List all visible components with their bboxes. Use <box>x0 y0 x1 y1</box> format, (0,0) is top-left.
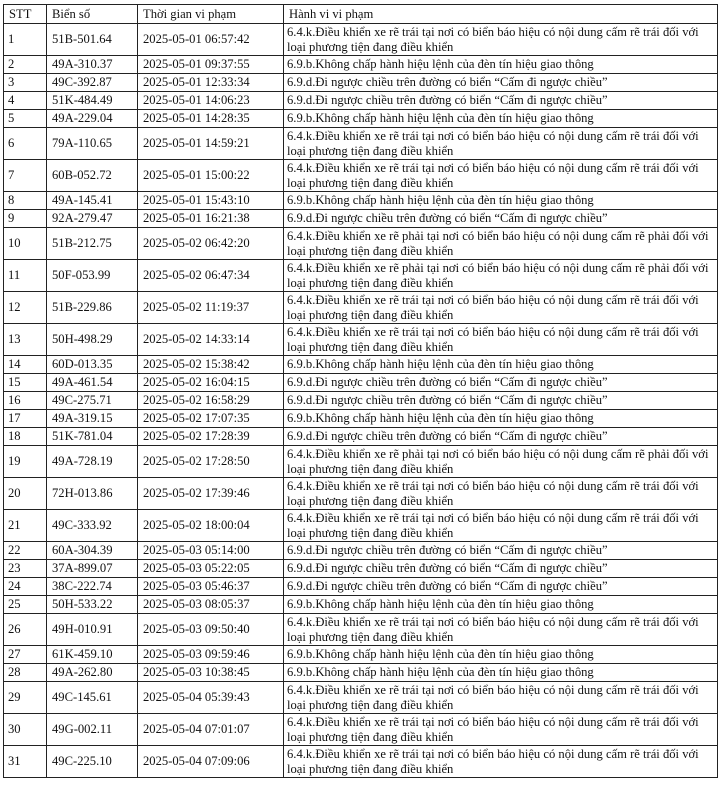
time-cell: 2025-05-01 14:06:23 <box>138 92 284 110</box>
plate-cell: 51B-229.86 <box>47 292 138 324</box>
time-cell: 2025-05-02 17:39:46 <box>138 478 284 510</box>
violation-cell: 6.9.b.Không chấp hành hiệu lệnh của đèn tín hiệu giao thông <box>284 664 718 682</box>
stt-cell: 26 <box>4 614 47 646</box>
violation-cell: 6.9.b.Không chấp hành hiệu lệnh của đèn tín hiệu giao thông <box>284 110 718 128</box>
table-row <box>4 260 718 292</box>
time-cell: 2025-05-03 05:46:37 <box>138 578 284 596</box>
table-row <box>4 428 718 446</box>
table-row <box>4 128 718 160</box>
stt-cell: 18 <box>4 428 47 446</box>
stt-cell: 10 <box>4 228 47 260</box>
plate-cell: 60A-304.39 <box>47 542 138 560</box>
violation-cell: 6.9.b.Không chấp hành hiệu lệnh của đèn tín hiệu giao thông <box>284 596 718 614</box>
violation-cell: 6.4.k.Điều khiển xe rẽ trái tại nơi có biển báo hiệu có nội dung cấm rẽ trái đối với loại phương tiện đang điều khiển <box>284 714 718 746</box>
violation-cell: 6.9.b.Không chấp hành hiệu lệnh của đèn tín hiệu giao thông <box>284 192 718 210</box>
stt-cell: 3 <box>4 74 47 92</box>
time-cell: 2025-05-04 05:39:43 <box>138 682 284 714</box>
plate-cell: 49A-310.37 <box>47 56 138 74</box>
time-cell: 2025-05-03 09:50:40 <box>138 614 284 646</box>
stt-cell: 13 <box>4 324 47 356</box>
table-row <box>4 542 718 560</box>
time-cell: 2025-05-01 14:59:21 <box>138 128 284 160</box>
table-row <box>4 210 718 228</box>
stt-cell: 31 <box>4 746 47 778</box>
time-cell: 2025-05-02 06:42:20 <box>138 228 284 260</box>
plate-cell: 49A-262.80 <box>47 664 138 682</box>
stt-cell: 12 <box>4 292 47 324</box>
plate-cell: 49A-229.04 <box>47 110 138 128</box>
plate-cell: 49C-333.92 <box>47 510 138 542</box>
header-plate: Biển số <box>47 5 138 24</box>
plate-cell: 92A-279.47 <box>47 210 138 228</box>
table-row <box>4 110 718 128</box>
table-row <box>4 374 718 392</box>
table-row <box>4 74 718 92</box>
time-cell: 2025-05-03 08:05:37 <box>138 596 284 614</box>
violation-cell: 6.9.d.Đi ngược chiều trên đường có biển “Cấm đi ngược chiều” <box>284 560 718 578</box>
violation-cell: 6.4.k.Điều khiển xe rẽ trái tại nơi có biển báo hiệu có nội dung cấm rẽ trái đối với loại phương tiện đang điều khiển <box>284 682 718 714</box>
stt-cell: 27 <box>4 646 47 664</box>
plate-cell: 49A-319.15 <box>47 410 138 428</box>
violation-cell: 6.9.d.Đi ngược chiều trên đường có biển “Cấm đi ngược chiều” <box>284 92 718 110</box>
violation-cell: 6.4.k.Điều khiển xe rẽ trái tại nơi có biển báo hiệu có nội dung cấm rẽ trái đối với loại phương tiện đang điều khiển <box>284 478 718 510</box>
table-row <box>4 392 718 410</box>
stt-cell: 16 <box>4 392 47 410</box>
table-row <box>4 446 718 478</box>
table-row <box>4 160 718 192</box>
time-cell: 2025-05-01 14:28:35 <box>138 110 284 128</box>
table-row <box>4 560 718 578</box>
table-row <box>4 664 718 682</box>
time-cell: 2025-05-03 05:22:05 <box>138 560 284 578</box>
table-row <box>4 92 718 110</box>
stt-cell: 17 <box>4 410 47 428</box>
table-row <box>4 56 718 74</box>
time-cell: 2025-05-02 17:07:35 <box>138 410 284 428</box>
time-cell: 2025-05-01 15:00:22 <box>138 160 284 192</box>
plate-cell: 49H-010.91 <box>47 614 138 646</box>
violation-cell: 6.4.k.Điều khiển xe rẽ trái tại nơi có biển báo hiệu có nội dung cấm rẽ trái đối với loại phương tiện đang điều khiển <box>284 160 718 192</box>
plate-cell: 49A-461.54 <box>47 374 138 392</box>
time-cell: 2025-05-03 05:14:00 <box>138 542 284 560</box>
plate-cell: 79A-110.65 <box>47 128 138 160</box>
violation-cell: 6.4.k.Điều khiển xe rẽ trái tại nơi có biển báo hiệu có nội dung cấm rẽ trái đối với loại phương tiện đang điều khiển <box>284 24 718 56</box>
violation-cell: 6.9.d.Đi ngược chiều trên đường có biển “Cấm đi ngược chiều” <box>284 428 718 446</box>
time-cell: 2025-05-02 16:04:15 <box>138 374 284 392</box>
time-cell: 2025-05-01 15:43:10 <box>138 192 284 210</box>
violation-cell: 6.4.k.Điều khiển xe rẽ trái tại nơi có biển báo hiệu có nội dung cấm rẽ trái đối với loại phương tiện đang điều khiển <box>284 614 718 646</box>
violation-cell: 6.4.k.Điều khiển xe rẽ trái tại nơi có biển báo hiệu có nội dung cấm rẽ trái đối với loại phương tiện đang điều khiển <box>284 746 718 778</box>
stt-cell: 9 <box>4 210 47 228</box>
plate-cell: 49A-145.41 <box>47 192 138 210</box>
table-row <box>4 714 718 746</box>
table-row <box>4 324 718 356</box>
violation-cell: 6.9.d.Đi ngược chiều trên đường có biển “Cấm đi ngược chiều” <box>284 210 718 228</box>
plate-cell: 60B-052.72 <box>47 160 138 192</box>
stt-cell: 25 <box>4 596 47 614</box>
plate-cell: 37A-899.07 <box>47 560 138 578</box>
stt-cell: 14 <box>4 356 47 374</box>
stt-cell: 2 <box>4 56 47 74</box>
header-time: Thời gian vi phạm <box>138 5 284 24</box>
stt-cell: 21 <box>4 510 47 542</box>
table-row <box>4 292 718 324</box>
violation-cell: 6.9.d.Đi ngược chiều trên đường có biển “Cấm đi ngược chiều” <box>284 542 718 560</box>
violation-cell: 6.9.b.Không chấp hành hiệu lệnh của đèn tín hiệu giao thông <box>284 410 718 428</box>
time-cell: 2025-05-02 17:28:50 <box>138 446 284 478</box>
time-cell: 2025-05-01 06:57:42 <box>138 24 284 56</box>
stt-cell: 6 <box>4 128 47 160</box>
plate-cell: 51B-501.64 <box>47 24 138 56</box>
violation-cell: 6.9.b.Không chấp hành hiệu lệnh của đèn tín hiệu giao thông <box>284 56 718 74</box>
plate-cell: 49C-275.71 <box>47 392 138 410</box>
violation-cell: 6.9.d.Đi ngược chiều trên đường có biển “Cấm đi ngược chiều” <box>284 74 718 92</box>
table-header-row <box>4 5 718 24</box>
table-row <box>4 578 718 596</box>
time-cell: 2025-05-02 16:58:29 <box>138 392 284 410</box>
plate-cell: 51K-781.04 <box>47 428 138 446</box>
violation-cell: 6.9.d.Đi ngược chiều trên đường có biển “Cấm đi ngược chiều” <box>284 374 718 392</box>
table-row <box>4 24 718 56</box>
stt-cell: 1 <box>4 24 47 56</box>
stt-cell: 20 <box>4 478 47 510</box>
violation-cell: 6.9.d.Đi ngược chiều trên đường có biển “Cấm đi ngược chiều” <box>284 578 718 596</box>
time-cell: 2025-05-04 07:01:07 <box>138 714 284 746</box>
plate-cell: 50H-498.29 <box>47 324 138 356</box>
table-row <box>4 410 718 428</box>
stt-cell: 7 <box>4 160 47 192</box>
stt-cell: 5 <box>4 110 47 128</box>
plate-cell: 49A-728.19 <box>47 446 138 478</box>
plate-cell: 61K-459.10 <box>47 646 138 664</box>
plate-cell: 49G-002.11 <box>47 714 138 746</box>
time-cell: 2025-05-01 16:21:38 <box>138 210 284 228</box>
violation-cell: 6.4.k.Điều khiển xe rẽ trái tại nơi có biển báo hiệu có nội dung cấm rẽ trái đối với loại phương tiện đang điều khiển <box>284 324 718 356</box>
stt-cell: 22 <box>4 542 47 560</box>
plate-cell: 51B-212.75 <box>47 228 138 260</box>
stt-cell: 30 <box>4 714 47 746</box>
stt-cell: 15 <box>4 374 47 392</box>
time-cell: 2025-05-02 11:19:37 <box>138 292 284 324</box>
time-cell: 2025-05-01 09:37:55 <box>138 56 284 74</box>
violation-cell: 6.4.k.Điều khiển xe rẽ phải tại nơi có biển báo hiệu có nội dung cấm rẽ phải đối với loại phương tiện đang điều khiển <box>284 446 718 478</box>
stt-cell: 24 <box>4 578 47 596</box>
header-stt: STT <box>4 5 47 24</box>
table-row <box>4 478 718 510</box>
table-row <box>4 746 718 778</box>
table-row <box>4 228 718 260</box>
table-row <box>4 596 718 614</box>
time-cell: 2025-05-02 17:28:39 <box>138 428 284 446</box>
plate-cell: 50H-533.22 <box>47 596 138 614</box>
header-violation: Hành vi vi phạm <box>284 5 718 24</box>
plate-cell: 51K-484.49 <box>47 92 138 110</box>
violations-table <box>3 4 718 778</box>
time-cell: 2025-05-02 15:38:42 <box>138 356 284 374</box>
violation-cell: 6.4.k.Điều khiển xe rẽ phải tại nơi có biển báo hiệu có nội dung cấm rẽ phải đối với loại phương tiện đang điều khiển <box>284 260 718 292</box>
table-row <box>4 682 718 714</box>
plate-cell: 49C-145.61 <box>47 682 138 714</box>
stt-cell: 4 <box>4 92 47 110</box>
plate-cell: 72H-013.86 <box>47 478 138 510</box>
table-row <box>4 510 718 542</box>
time-cell: 2025-05-02 06:47:34 <box>138 260 284 292</box>
stt-cell: 19 <box>4 446 47 478</box>
table-row <box>4 614 718 646</box>
violation-cell: 6.9.b.Không chấp hành hiệu lệnh của đèn tín hiệu giao thông <box>284 646 718 664</box>
time-cell: 2025-05-03 10:38:45 <box>138 664 284 682</box>
plate-cell: 49C-225.10 <box>47 746 138 778</box>
time-cell: 2025-05-03 09:59:46 <box>138 646 284 664</box>
violation-cell: 6.4.k.Điều khiển xe rẽ trái tại nơi có biển báo hiệu có nội dung cấm rẽ trái đối với loại phương tiện đang điều khiển <box>284 128 718 160</box>
stt-cell: 28 <box>4 664 47 682</box>
violation-cell: 6.4.k.Điều khiển xe rẽ trái tại nơi có biển báo hiệu có nội dung cấm rẽ trái đối với loại phương tiện đang điều khiển <box>284 510 718 542</box>
stt-cell: 23 <box>4 560 47 578</box>
violation-cell: 6.9.d.Đi ngược chiều trên đường có biển “Cấm đi ngược chiều” <box>284 392 718 410</box>
plate-cell: 60D-013.35 <box>47 356 138 374</box>
stt-cell: 29 <box>4 682 47 714</box>
plate-cell: 50F-053.99 <box>47 260 138 292</box>
stt-cell: 11 <box>4 260 47 292</box>
violation-cell: 6.9.b.Không chấp hành hiệu lệnh của đèn tín hiệu giao thông <box>284 356 718 374</box>
time-cell: 2025-05-02 14:33:14 <box>138 324 284 356</box>
stt-cell: 8 <box>4 192 47 210</box>
violation-cell: 6.4.k.Điều khiển xe rẽ trái tại nơi có biển báo hiệu có nội dung cấm rẽ trái đối với loại phương tiện đang điều khiển <box>284 292 718 324</box>
violation-cell: 6.4.k.Điều khiển xe rẽ phải tại nơi có biển báo hiệu có nội dung cấm rẽ phải đối với loại phương tiện đang điều khiển <box>284 228 718 260</box>
plate-cell: 49C-392.87 <box>47 74 138 92</box>
time-cell: 2025-05-02 18:00:04 <box>138 510 284 542</box>
table-row <box>4 356 718 374</box>
plate-cell: 38C-222.74 <box>47 578 138 596</box>
time-cell: 2025-05-04 07:09:06 <box>138 746 284 778</box>
table-row <box>4 646 718 664</box>
time-cell: 2025-05-01 12:33:34 <box>138 74 284 92</box>
table-row <box>4 192 718 210</box>
